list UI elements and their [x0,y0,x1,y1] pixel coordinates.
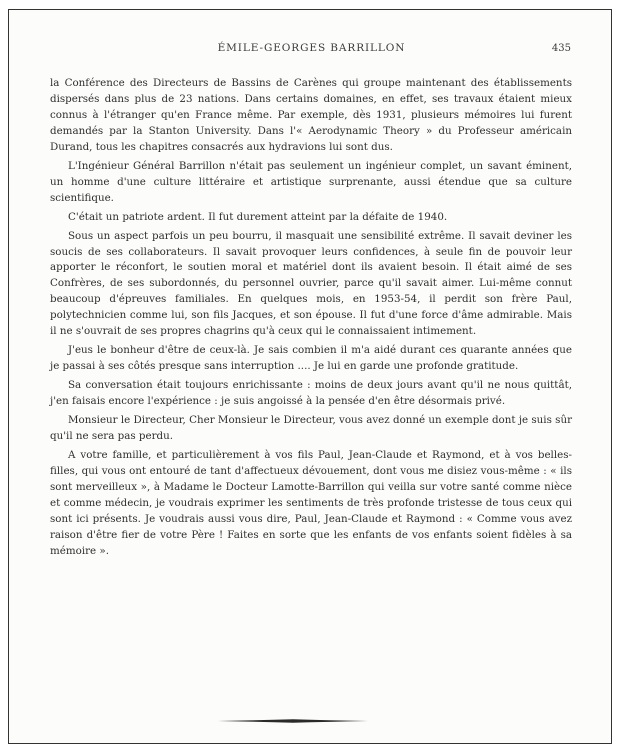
paragraph-7: Monsieur le Directeur, Cher Monsieur le Directeur, vous avez donné un exemple dont je suis sûr qu'il ne sera pas perdu. [50,414,572,443]
paragraph-2: L'Ingénieur Général Barrillon n'était pas seulement un ingénieur complet, un savant éminent, un homme d'une culture littéraire et artistique surprenante, aussi étendue que sa culture scientifique. [50,159,572,204]
page-number: 435 [551,43,571,54]
running-title: ÉMILE-GEORGES BARRILLON [217,42,406,54]
paragraph-5: J'eus le bonheur d'être de ceux-là. Je sais combien il m'a aidé durant ces quarante années que je passai à ses côtés presque sans interruption .... Je lui en garde une profonde gratitude. [50,344,572,373]
paragraph-4: Sous un aspect parfois un peu bourru, il masquait une sensibilité extrême. Il savait deviner les soucis de ses collaborateurs. Il savait provoquer leurs confidences, à seule fin de pouvoir leur apporter le réconfort, le soutien moral et matériel dont ils avaient besoin. Il était aimé de ses Confrères, de ses subordonnés, du personnel ouvrier, parce qu'il savait aimer. Lui-même connut beaucoup d'épreuves familiales. En quelques mois, en 1953-54, il perdit son frère Paul, polytechnicien comme lui, son fils Jacques, et son épouse. Il fut d'une force d'âme admirable. Mais il ne s'ouvrait de ses propres chagrins qu'à ceux qui le connaissaient intimement. [50,229,572,338]
paragraph-8: A votre famille, et particulièrement à vos fils Paul, Jean-Claude et Raymond, et à vos belles-filles, qui vous ont entouré de tant d'affectueux dévouement, dont vous me disiez vous-même : « ils sont merveilleux », à Madame le Docteur Lamotte-Barrillon qui veilla sur votre santé comme nièce et comme médecin, je voudrais exprimer les sentiments de très profonde tristesse de tous ceux qui sont ici présents. Je voudrais aussi vous dire, Paul, Jean-Claude et Raymond : « Comme vous avez raison d'être fier de votre Père ! Faites en sorte que les enfants de vos enfants soient fidèles à sa mémoire ». [50,448,572,557]
closing-ornament [218,718,368,724]
body-text [50,76,572,563]
running-head [0,42,623,58]
paragraph-1: la Conférence des Directeurs de Bassins de Carènes qui groupe maintenant des établissements dispersés dans plus de 23 nations. Dans certains domaines, en effet, ses travaux étaient mieux connus à l'étranger qu'en France même. Par exemple, dès 1931, plusieurs mémoires lui furent demandés par la Stanton University. Dans l'« Aerodynamic Theory » du Professeur américain Durand, tous les chapitres consacrés aux hydravions lui sont dus. [50,77,572,153]
paragraph-3: C'était un patriote ardent. Il fut durement atteint par la défaite de 1940. [68,210,448,223]
paragraph-6: Sa conversation était toujours enrichissante : moins de deux jours avant qu'il ne nous quittât, j'en faisais encore l'expérience : je suis angoissé à la pensée d'en être désormais privé. [50,379,572,408]
